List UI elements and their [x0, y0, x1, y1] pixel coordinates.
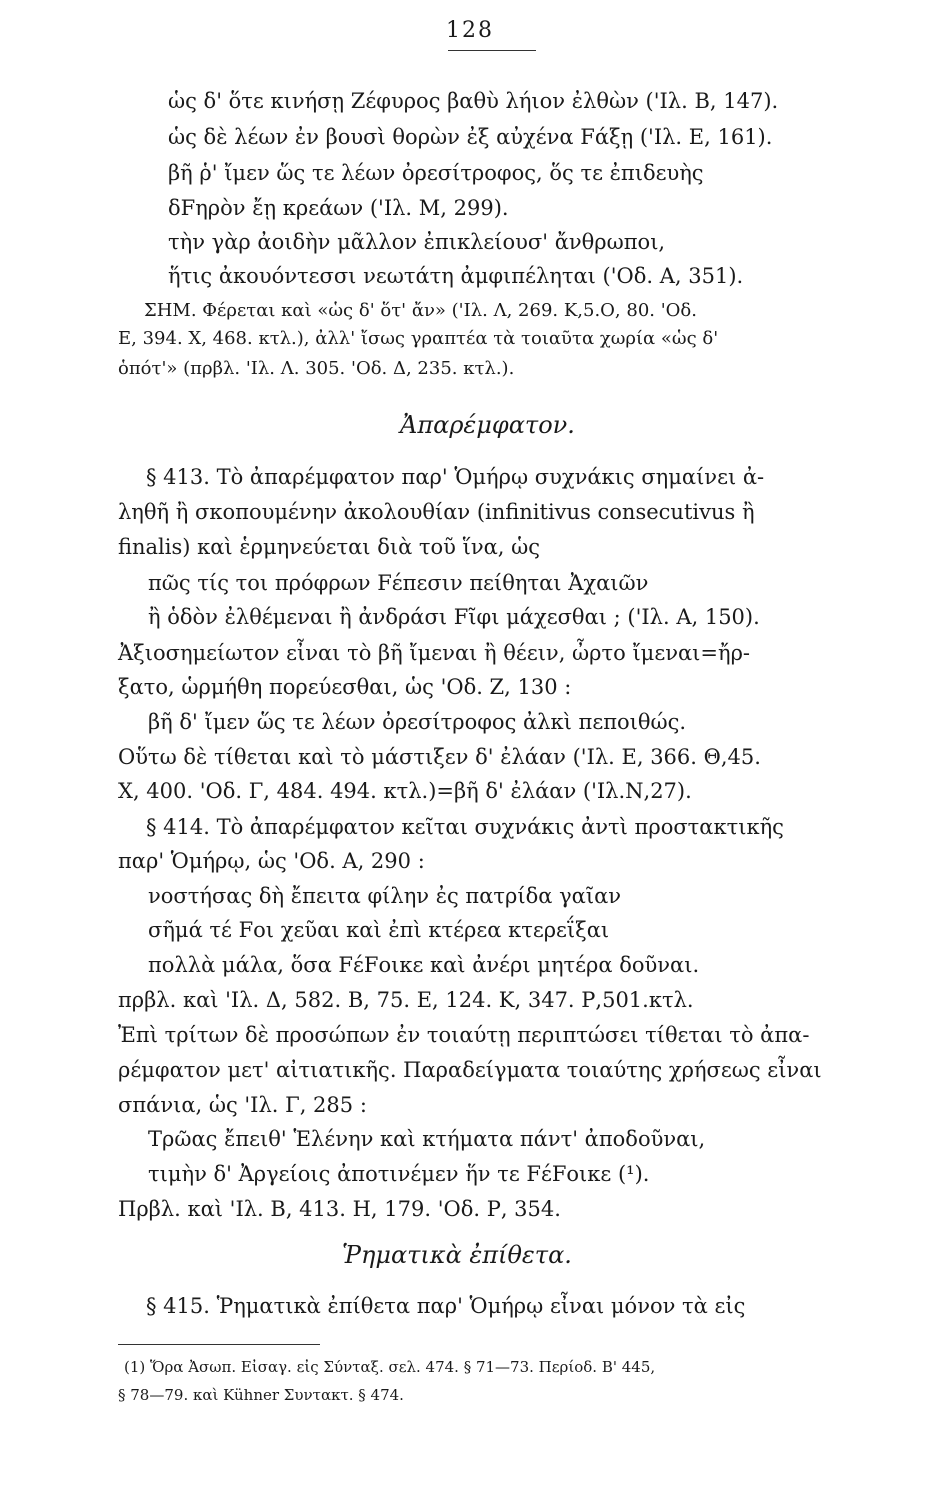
text-line: δFηρὸν ἔῃ κρεάων ('Ιλ. Μ, 299). — [168, 196, 509, 220]
note-line: ΣΗΜ. Φέρεται καὶ «ὡς δ' ὅτ' ἄν» ('Ιλ. Λ, 269. Κ,5.Ο, 80. 'Οδ. — [144, 300, 697, 321]
footnote-line: (1) Ὅρα Ἀσωπ. Εἰσαγ. εἰς Σύνταξ. σελ. 474. § 71—73. Περίοδ. Β' 445, — [124, 1358, 656, 1376]
text-line: § 414. Τὸ ἀπαρέμφατον κεῖται συχνάκις ἀντὶ προστακτικῆς — [146, 815, 784, 839]
section-heading: Ἀπαρέμφατον. — [400, 411, 575, 439]
text-line: Χ, 400. 'Οδ. Γ, 484. 494. κτλ.)=βῆ δ' ἐλάαν ('Ιλ.Ν,27). — [118, 779, 692, 803]
text-line: ληθῆ ἢ σκοπουμένην ἀκολουθίαν (infinitivus consecutivus ἢ — [118, 500, 755, 524]
text-line: ἢ ὁδὸν ἐλθέμεναι ἢ ἀνδράσι Fῖφι μάχεσθαι ; ('Ιλ. Α, 150). — [148, 605, 760, 629]
text-line: τιμὴν δ' Ἀργείοις ἀποτινέμεν ἥν τε FέFοικε (¹). — [148, 1162, 650, 1186]
text-line: παρ' Ὁμήρῳ, ὡς 'Οδ. Α, 290 : — [118, 849, 425, 873]
text-line: Ἐπὶ τρίτων δὲ προσώπων ἐν τοιαύτῃ περιπτώσει τίθεται τὸ ἀπα- — [118, 1023, 810, 1047]
text-line: πῶς τίς τοι πρόφρων Fέπεσιν πείθηται Ἀχαιῶν — [148, 571, 649, 595]
text-line: ὡς δ' ὅτε κινήσῃ Ζέφυρος βαθὺ λήιον ἐλθὼν ('Ιλ. Β, 147). — [168, 89, 779, 113]
text-line: πρβλ. καὶ 'Ιλ. Δ, 582. Β, 75. Ε, 124. Κ, 347. Ρ,501.κτλ. — [118, 988, 694, 1012]
note-line: Ε, 394. Χ, 468. κτλ.), ἀλλ' ἴσως γραπτέα τὰ τοιαῦτα χωρία «ὡς δ' — [118, 328, 719, 349]
text-line: ρέμφατον μετ' αἰτιατικῆς. Παραδείγματα τοιαύτης χρήσεως εἶναι — [118, 1058, 822, 1082]
text-line: βῆ ῥ' ἴμεν ὥς τε λέων ὀρεσίτροφος, ὅς τε ἐπιδευὴς — [168, 161, 704, 185]
text-line: σπάνια, ὡς 'Ιλ. Γ, 285 : — [118, 1093, 367, 1117]
text-line: finalis) καὶ ἑρμηνεύεται διὰ τοῦ ἵνα, ὡς — [118, 535, 541, 559]
page-number-rule — [448, 50, 536, 51]
text-line: § 415. Ῥηματικὰ ἐπίθετα παρ' Ὁμήρῳ εἶναι μόνον τὰ εἰς — [146, 1294, 746, 1318]
section-heading: Ῥηματικὰ ἐπίθετα. — [342, 1241, 572, 1269]
text-line: ξατο, ὡρμήθη πορεύεσθαι, ὡς 'Οδ. Ζ, 130 : — [118, 675, 572, 699]
text-line: ἥτις ἀκουόντεσσι νεωτάτη ἀμφιπέληται ('Οδ. Α, 351). — [168, 264, 744, 288]
text-line: § 413. Τὸ ἀπαρέμφατον παρ' Ὁμήρῳ συχνάκις σημαίνει ἀ- — [146, 465, 765, 489]
text-line: πολλὰ μάλα, ὅσα FέFοικε καὶ ἀνέρι μητέρα δοῦναι. — [148, 953, 700, 977]
footnote-rule — [118, 1344, 320, 1345]
note-line: ὁπότ'» (πρβλ. 'Ιλ. Λ. 305. 'Οδ. Δ, 235. κτλ.). — [118, 358, 515, 379]
text-line: Ἀξιοσημείωτον εἶναι τὸ βῆ ἴμεναι ἢ θέειν, ὦρτο ἴμεναι=ἤρ- — [118, 641, 751, 665]
text-line: Πρβλ. καὶ 'Ιλ. Β, 413. Η, 179. 'Οδ. Ρ, 354. — [118, 1197, 561, 1221]
text-line: Τρῶας ἔπειθ' Ἑλένην καὶ κτήματα πάντ' ἀποδοῦναι, — [148, 1127, 706, 1151]
text-line: ὡς δὲ λέων ἐν βουσὶ θορὼν ἐξ αὐχένα Fάξῃ ('Ιλ. Ε, 161). — [168, 125, 773, 149]
text-line: νοστήσας δὴ ἔπειτα φίλην ἐς πατρίδα γαῖαν — [148, 884, 622, 908]
text-line: σῆμά τέ Fοι χεῦαι καὶ ἐπὶ κτέρεα κτερεΐξαι — [148, 918, 610, 942]
page-number: 128 — [446, 18, 494, 43]
footnote-line: § 78—79. καὶ Kühner Συντακτ. § 474. — [118, 1386, 404, 1404]
text-line: βῆ δ' ἴμεν ὥς τε λέων ὀρεσίτροφος ἀλκὶ πεποιθώς. — [148, 710, 687, 734]
text-line: τὴν γὰρ ἀοιδὴν μᾶλλον ἐπικλείουσ' ἄνθρωποι, — [168, 230, 666, 254]
text-line: Οὕτω δὲ τίθεται καὶ τὸ μάστιξεν δ' ἐλάαν ('Ιλ. Ε, 366. Θ,45. — [118, 745, 761, 769]
